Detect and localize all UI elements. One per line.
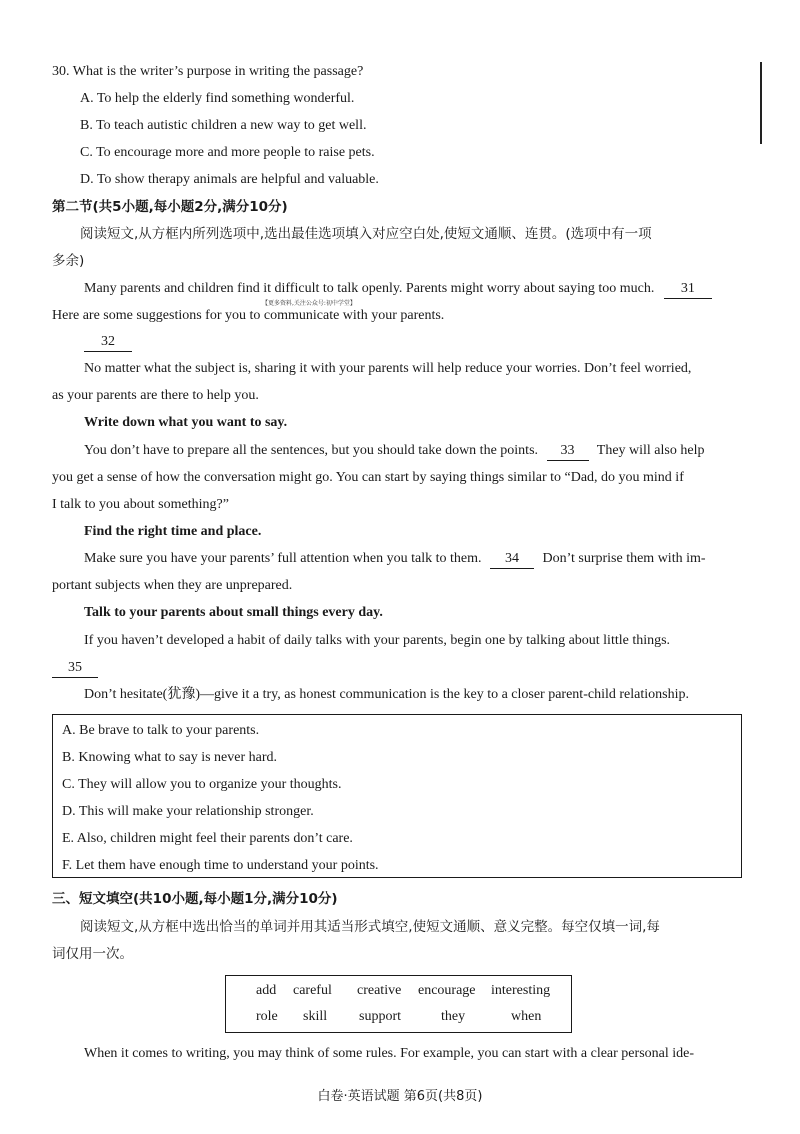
p4-text-b: Don’t surprise them with im-: [542, 551, 706, 566]
box-option-d: D. This will make your relationship stronger.: [62, 804, 314, 819]
p3-text-b: They will also help: [596, 443, 705, 458]
section-2-instruction-line-1: 阅读短文,从方框内所列选项中,选出最佳选项填入对应空白处,使短文通顺、连贯。(选项中有一项: [80, 226, 652, 242]
question-30-stem: 30. What is the writer’s purpose in writing the passage?: [52, 64, 364, 79]
section-2-heading: 第二节(共5小题,每小题2分,满分10分): [52, 199, 288, 215]
passage-p3-line-3: I talk to you about something?”: [52, 497, 229, 512]
watermark-note: 【更多资料,关注公众号:初中学堂】: [262, 300, 356, 307]
word-add: add: [256, 983, 277, 998]
word-skill: skill: [303, 1009, 328, 1024]
subheading-write-down: Write down what you want to say.: [84, 415, 288, 430]
q30-option-a: A. To help the elderly find something wonderful.: [80, 91, 355, 106]
q30-option-d: D. To show therapy animals are helpful and valuable.: [80, 172, 379, 187]
passage-p1-line-2: Here are some suggestions for you to communicate with your parents.: [52, 308, 445, 323]
passage-p2-line-1: No matter what the subject is, sharing it with your parents will help reduce your worries. Don’t feel worried,: [84, 361, 692, 376]
page-footer: 白卷·英语试题 第6页(共8页): [317, 1089, 483, 1104]
q30-option-c: C. To encourage more and more people to raise pets.: [80, 145, 375, 160]
subheading-small-things: Talk to your parents about small things every day.: [84, 605, 383, 620]
passage-p2-line-2: as your parents are there to help you.: [52, 388, 259, 403]
section-2-instruction-line-2: 多余): [52, 253, 85, 269]
blank-35: 35: [52, 659, 98, 678]
section-3-heading: 三、短文填空(共10小题,每小题1分,满分10分): [52, 891, 338, 907]
box-option-b: B. Knowing what to say is never hard.: [62, 750, 278, 765]
section-3-instruction-line-1: 阅读短文,从方框中选出恰当的单词并用其适当形式填空,使短文通顺、意义完整。每空仅填一词,每: [80, 919, 660, 935]
word-encourage: encourage: [418, 983, 476, 998]
section-3-instruction-line-2: 词仅用一次。: [52, 946, 133, 962]
passage-blank-35-line: [52, 659, 98, 678]
passage-p3-line-1: [84, 442, 704, 461]
section-3-passage-line-1: When it comes to writing, you may think of some rules. For example, you can start with a clear personal ide-: [84, 1046, 695, 1061]
passage-blank-32-line: [84, 333, 132, 352]
box-option-e: E. Also, children might feel their parents don’t care.: [62, 831, 353, 846]
word-careful: careful: [293, 983, 332, 998]
word-when: when: [511, 1009, 542, 1024]
word-interesting: interesting: [491, 983, 551, 998]
blank-34: 34: [490, 550, 534, 569]
p4-text-a: Make sure you have your parents’ full attention when you talk to them.: [84, 551, 482, 566]
box-option-f: F. Let them have enough time to understand your points.: [62, 858, 379, 873]
passage-p4-line-1: [84, 550, 706, 569]
page-edge-mark: [760, 62, 762, 144]
passage-p3-line-2: you get a sense of how the conversation might go. You can start by saying things similar to “Dad, do you mind if: [52, 470, 684, 485]
q30-option-b: B. To teach autistic children a new way to get well.: [80, 118, 367, 133]
box-option-a: A. Be brave to talk to your parents.: [62, 723, 260, 738]
subheading-right-time: Find the right time and place.: [84, 524, 262, 539]
blank-32: 32: [84, 333, 132, 352]
word-creative: creative: [357, 983, 402, 998]
passage-p6-line-1: Don’t hesitate(犹豫)—give it a try, as honest communication is the key to a closer parent-child relationship.: [84, 687, 689, 702]
p3-text-a: You don’t have to prepare all the sentences, but you should take down the points.: [84, 443, 539, 458]
p1-text: Many parents and children find it difficult to talk openly. Parents might worry about saying too much.: [84, 281, 655, 296]
box-option-c: C. They will allow you to organize your thoughts.: [62, 777, 342, 792]
word-they: they: [441, 1009, 466, 1024]
word-role: role: [256, 1009, 278, 1024]
blank-31: 31: [664, 280, 712, 299]
passage-p5-line-1: If you haven’t developed a habit of daily talks with your parents, begin one by talking about little things.: [84, 633, 671, 648]
passage-p4-line-2: portant subjects when they are unprepared.: [52, 578, 293, 593]
passage-p1-line-1: [84, 280, 712, 299]
blank-33: 33: [547, 442, 589, 461]
word-support: support: [359, 1009, 401, 1024]
